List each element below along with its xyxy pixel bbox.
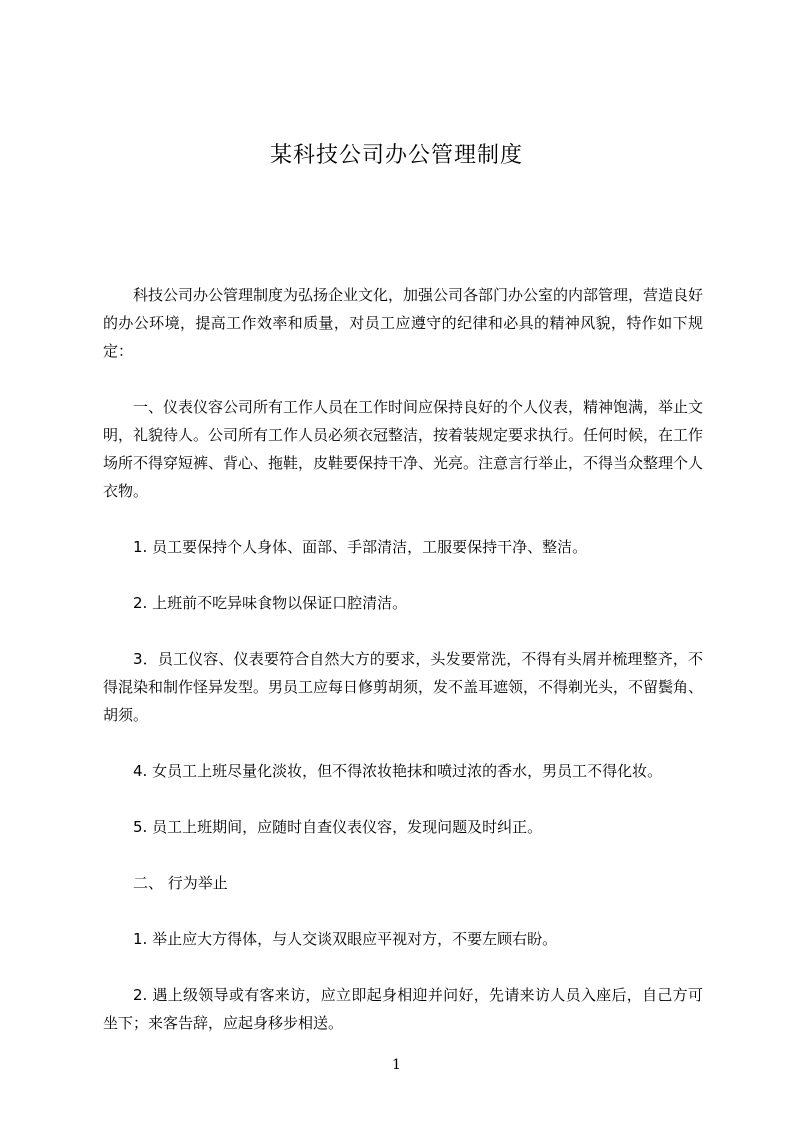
list-item-1-4: 4. 女员工上班尽量化淡妆，但不得浓妆艳抹和喷过浓的香水，男员工不得化妆。 [133, 762, 663, 780]
paragraph-gap [103, 953, 703, 981]
list-item-1-1: 1. 员工要保持个人身体、面部、手部清洁，工服要保持干净、整洁。 [133, 538, 588, 556]
list-item-1-2: 2. 上班前不吃异味食物以保证口腔清洁。 [133, 594, 408, 612]
paragraph-gap [103, 841, 703, 869]
list-item-1-5: 5. 员工上班期间，应随时自查仪表仪容，发现问题及时纠正。 [133, 818, 543, 836]
page-number: 1 [392, 1057, 401, 1073]
list-item-2-2: 2. 遇上级领导或有客来访，应立即起身相迎并问好，先请来访人员入座后，自己方可坐下；来客告辞，应起身移步相送。 [103, 986, 703, 1032]
paragraph-gap [103, 365, 703, 393]
paragraph-gap [103, 729, 703, 757]
paragraph-gap [103, 505, 703, 533]
list-item-1-3: 3．员工仪容、仪表要符合自然大方的要求，头发要常洗，不得有头屑并梳理整齐，不得混染和制作怪异发型。男员工应每日修剪胡须，发不盖耳遮领，不得剃光头，不留鬓角、胡须。 [103, 650, 704, 724]
section-1-paragraph: 一、仪表仪容公司所有工作人员在工作时间应保持良好的个人仪表，精神饱满，举止文明，礼貌待人。公司所有工作人员必须衣冠整洁，按着装规定要求执行。任何时候，在工作场所不得穿短裤、背心、拖鞋，皮鞋要保持干净、光亮。注意言行举止，不得当众整理个人衣物。 [103, 398, 704, 500]
document-body [103, 281, 703, 1037]
paragraph-gap [103, 897, 703, 925]
paragraph-gap [103, 785, 703, 813]
section-2-heading: 二、 行为举止 [133, 874, 228, 892]
document-title: 某科技公司办公管理制度 [269, 143, 523, 168]
intro-paragraph: 科技公司办公管理制度为弘扬企业文化，加强公司各部门办公室的内部管理，营造良好的办公环境，提高工作效率和质量，对员工应遵守的纪律和必具的精神风貌，特作如下规定： [103, 286, 704, 360]
list-item-2-1: 1. 举止应大方得体，与人交谈双眼应平视对方，不要左顾右盼。 [133, 930, 558, 948]
paragraph-gap [103, 617, 703, 645]
paragraph-gap [103, 561, 703, 589]
